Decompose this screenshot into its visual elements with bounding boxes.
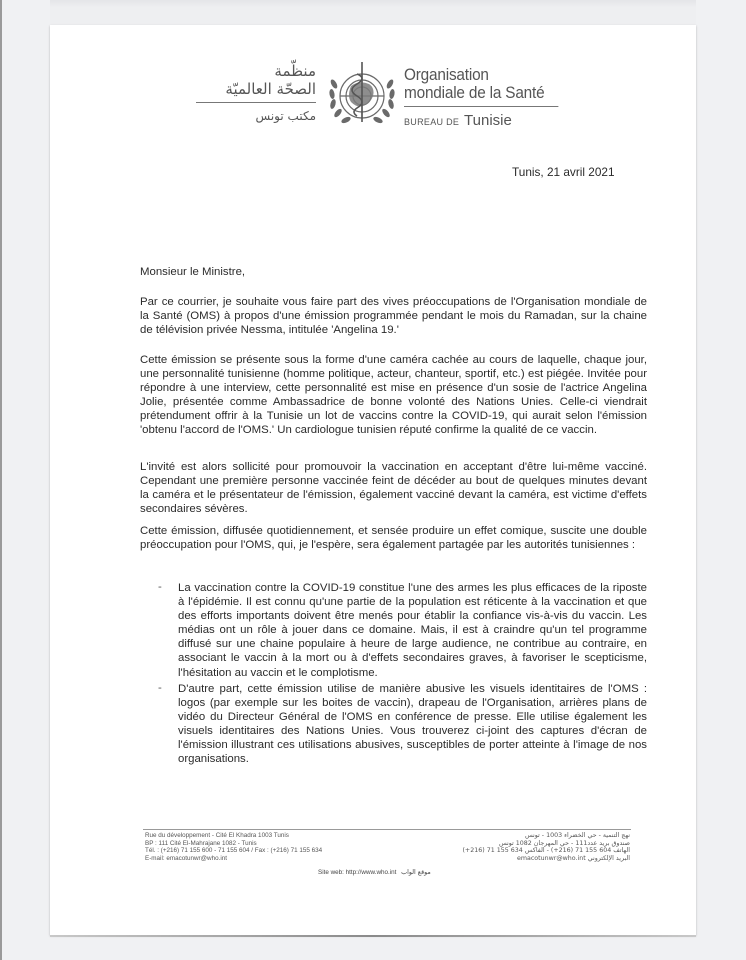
org-name-line1: Organisation [404,66,489,84]
bullet-item: La vaccination contre la COVID-19 constitue l'une des armes les plus efficaces de la riposte à l'épidémie. Il est connu qu'une partie de la population est réticente à la vaccination et que des efforts importants doivent être menés pour établir la confiance vis-à-vis du vaccin. Les médias ont un rôle à jouer dans ce domaine. Mais, il est à craindre qu'un tel programme diffusé sur une chaine populaire à heure de large audience, ne contribue au contraire, en associant le vaccin à la mort ou à d'effets secondaires graves, à favoriser le scepticisme, l'hésitation au vaccin et le complotisme. [178,582,647,679]
salutation: Monsieur le Ministre, [140,266,246,278]
footer-divider [143,829,631,830]
who-emblem-icon [324,56,400,140]
website-label-ar: موقع الواب [401,869,431,876]
footer-line: صندوق بريد عدد111 - حي المهرجان 1082 تونس [498,839,630,847]
previous-page-edge [50,0,696,25]
bureau-city: Tunisie [464,112,512,129]
letterhead-latin [404,66,558,129]
arabic-org-name-line1: منظّمة [274,62,316,80]
bullet-marker: - [158,581,162,593]
bullet-item: D'autre part, cette émission utilise de manière abusive les visuels identitaires de l'OMS : logos (par exemple sur les boites de vaccin), drapeau de l'Organisation, arrières plans de vidéo du Directeur Général de l'OMS en conférence de presse. Elle utilise également les visuels identitaires des Nations Unies. Vous trouverez ci-joint des captures d'écran de l'émission illustrant ces utilisations abusives, susceptibles de porter atteinte à l'image de nos organisations. [178,683,647,766]
letter-date: Tunis, 21 avril 2021 [512,165,615,179]
footer-line: نهج التنمية - حي الخضراء 1003 - تونس [525,832,630,839]
footer-line: الهاتف 604 155 71 (216+) - الفاكس 634 155 71 (216+) [462,847,630,855]
footer-line: Rue du développement - Cité El Khadra 1003 Tunis [145,832,289,839]
paragraph: Cette émission se présente sous la forme d'une caméra cachée au cours de laquelle, chaque jour, une personnalité tunisienne (homme politique, acteur, chanteur, sportif, etc.) est piégée. Invitée pour répondre à une interview, cette personnalité est mise en présence d'un sosie de l'actrice Angelina Jolie, présentée comme Ambassadrice de bonne volonté des Nations Unies. Celle-ci viendrait prétendument offrir à la Tunisie un lot de vaccins contre la COVID-19, qui aurait selon l'émission 'obtenu l'accord de l'OMS.' Un cardiologue tunisien réputé confirme la qualité de ce vaccin. [140,354,647,437]
footer-line: Tél. : (+216) 71 155 600 - 71 155 604 / Fax : (+216) 71 155 634 [145,847,323,855]
org-name-line2: mondiale de la Santé [404,84,558,107]
bureau-prefix: BUREAU DE [404,117,460,127]
bullet-marker: - [158,682,162,694]
bureau-line [404,112,558,129]
footer-address-ar [430,832,630,862]
footer-email: E-mail: emacotunwr@who.int [145,854,227,862]
website-label: Site web: http://www.who.int [318,869,397,876]
paragraph: Par ce courrier, je souhaite vous faire part des vives préoccupations de l'Organisation mondiale de la Santé (OMS) à propos d'une émission programmée pendant le mois du Ramadan, sur la chaine de télévision privée Nessma, intitulée 'Angelina 19.' [140,296,647,337]
footer-address-fr [145,832,322,862]
letterhead-arabic [196,62,316,124]
letterhead [196,62,558,142]
arabic-office-name: مكتب تونس [255,109,316,123]
paragraph: L'invité est alors sollicité pour promouvoir la vaccination en acceptant d'être lui-même vacciné. Cependant une première personne vaccinée feint de décéder au bout de quelques minutes devant la caméra et le présentateur de l'émission, également vacciné devant la caméra, est victime d'effets secondaires sévères. [140,461,647,516]
viewer-edge [0,0,2,960]
footer-website [318,869,431,876]
paragraph: Cette émission, diffusée quotidiennement, et sensée produire un effet comique, suscite une double préoccupation pour l'OMS, qui, je l'espère, sera également partagée par les autorités tunisiennes : [140,525,647,552]
footer-line: BP : 111 Cité El-Mahrajane 1082 - Tunis [145,839,257,847]
arabic-org-name-line2: الصحّة العالميّة [196,80,316,103]
footer-email: البريد الإلكتروني emacotunwr@who.int [516,854,630,862]
